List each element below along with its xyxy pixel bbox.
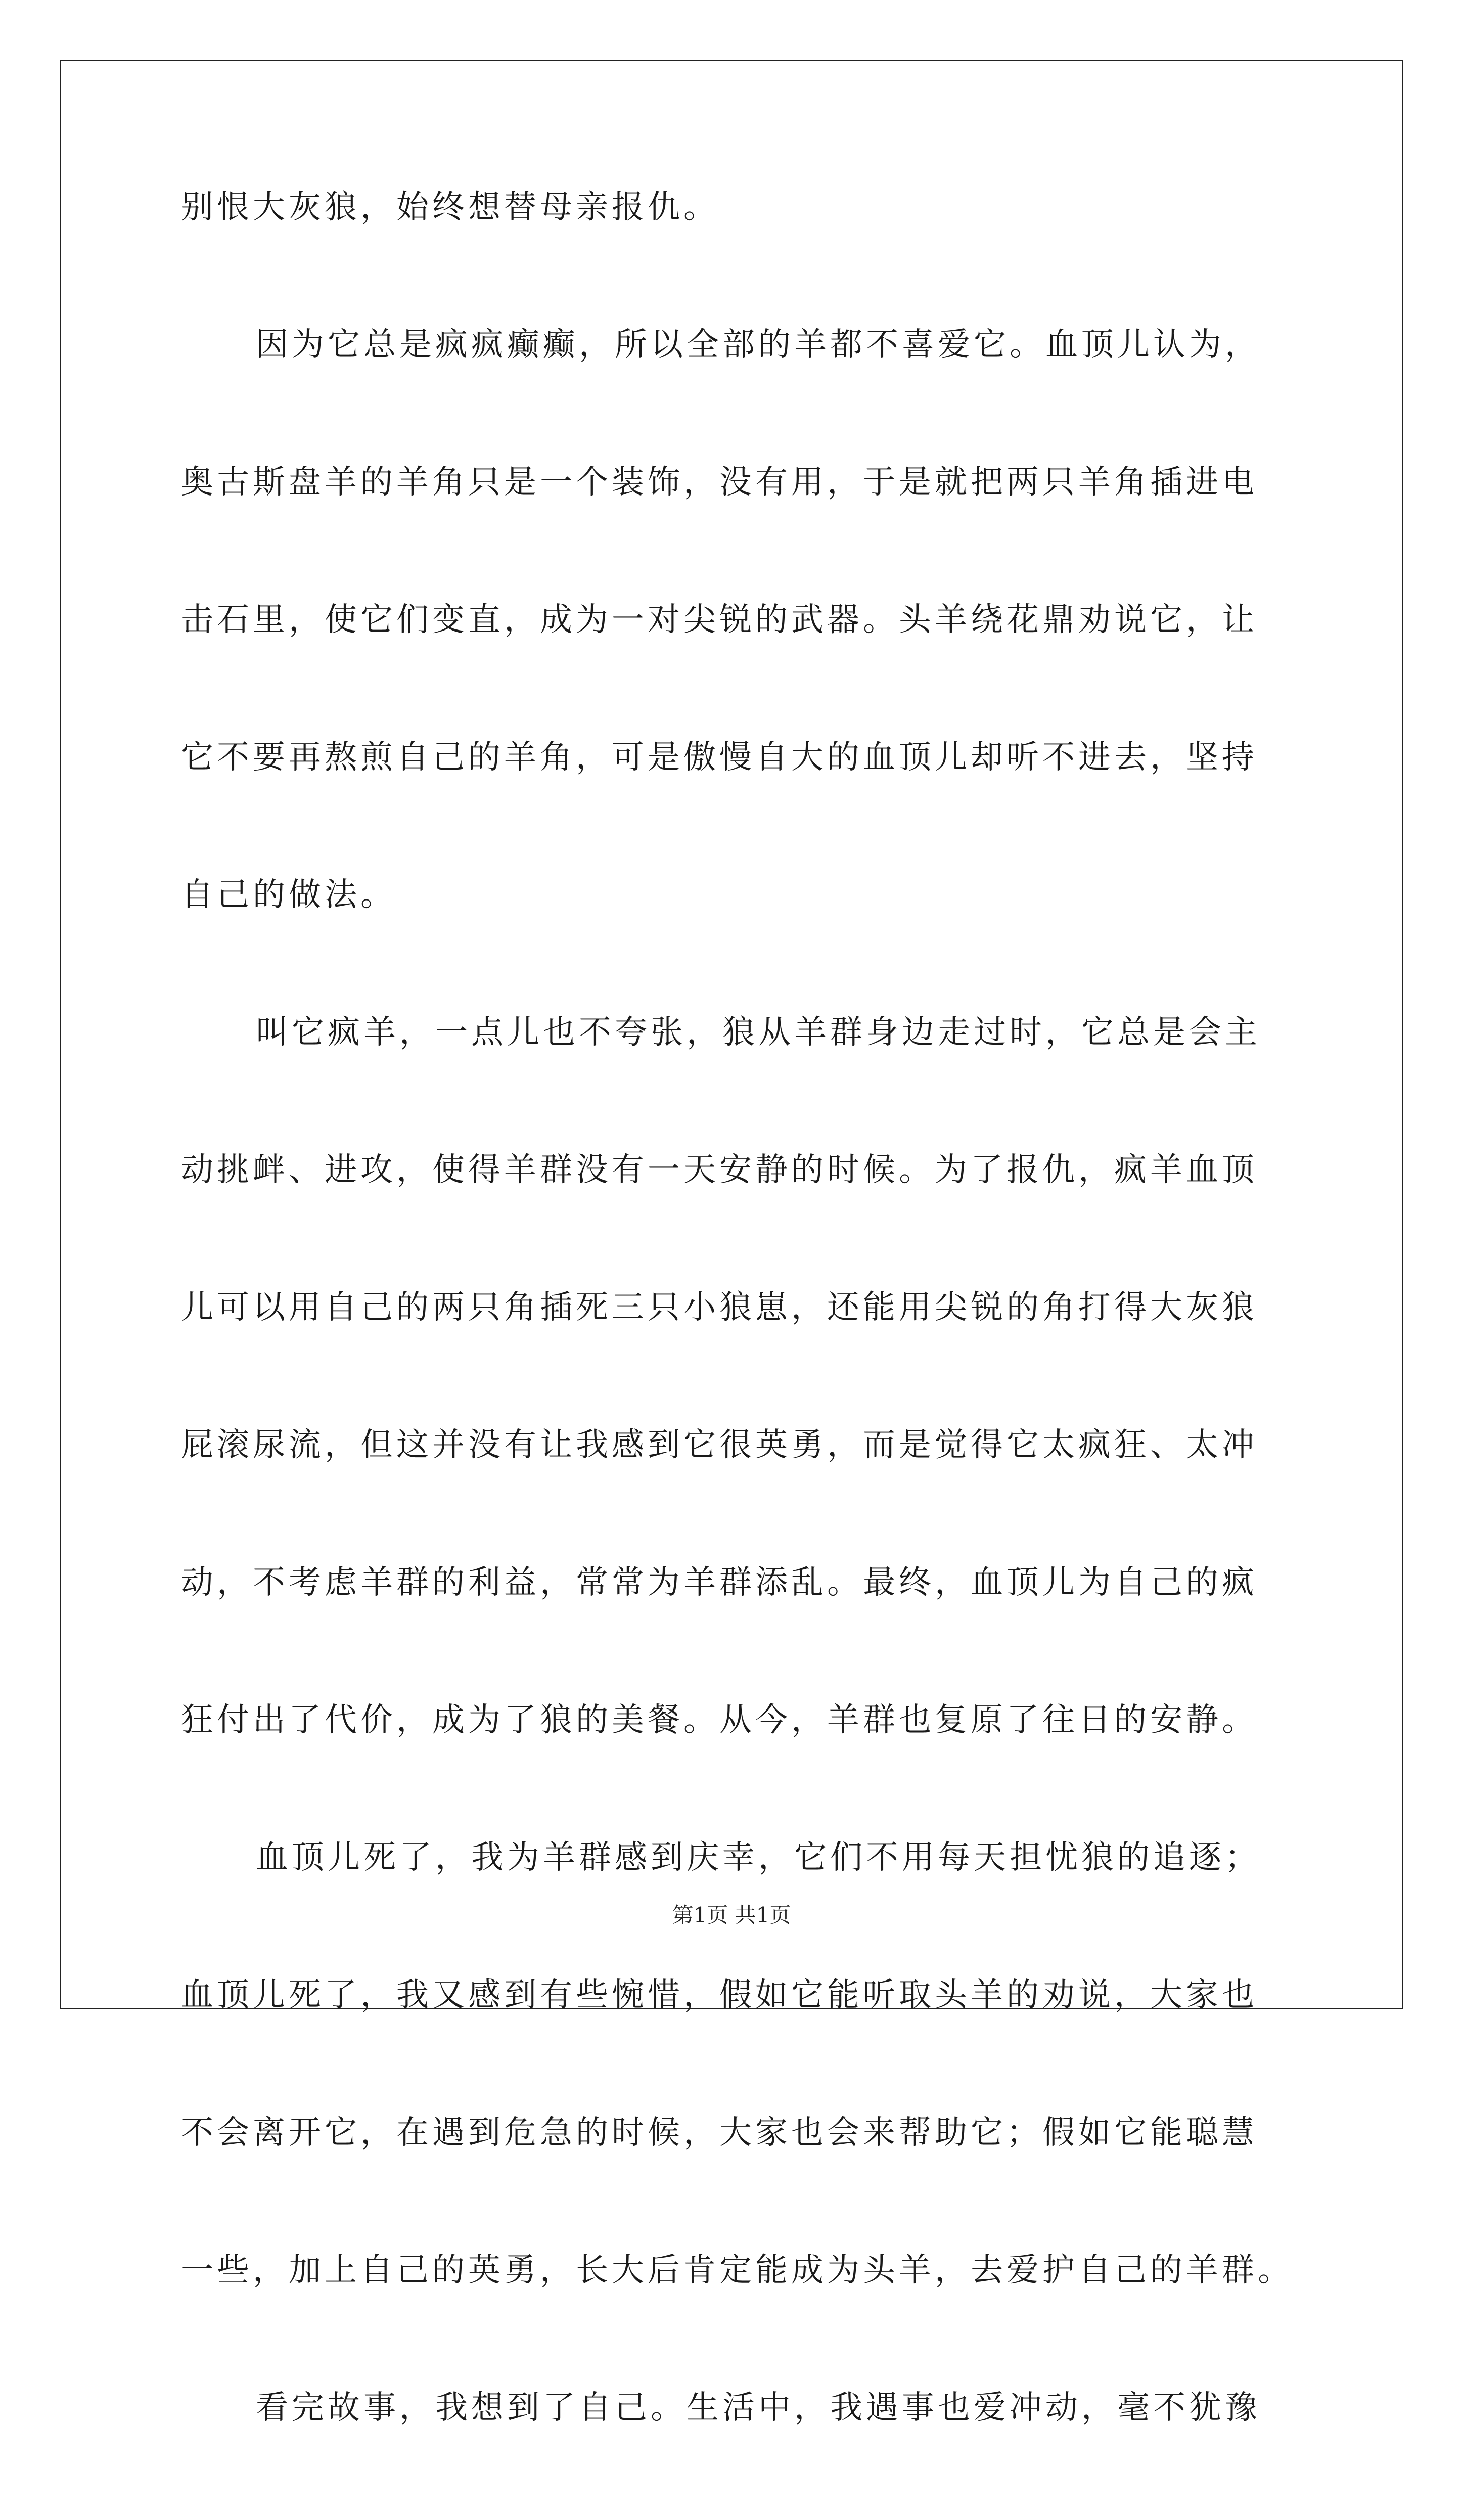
text-line: 它不要再熬煎自己的羊角，可是傲慢自大的血顶儿却听不进去，坚持 (181, 739, 1258, 776)
text-line: 一些，加上自己的英勇，长大后肯定能成为头羊，去爱护自己的羊群。 (181, 2252, 1294, 2289)
text-line: 血顶儿死了，我为羊群感到庆幸，它们不用每天担忧狼的追逐； (256, 1839, 1261, 1876)
text-line: 不会离开它，在遇到危急的时候，大家也会来帮助它；假如它能聪慧 (181, 2114, 1258, 2151)
text-line: 狂付出了代价，成为了狼的美餐。从今，羊群也复原了往日的安静。 (181, 1701, 1258, 1739)
text-line: 屁滚尿流，但这并没有让我感到它很英勇，而是觉得它太疯狂、太冲 (181, 1426, 1258, 1464)
text-line: 动，不考虑羊群的利益，常常为羊群添乱。最终，血顶儿为自己的疯 (181, 1564, 1258, 1601)
text-line: 看完故事，我想到了自己。生活中，我遇事也爱冲动，毫不犹豫 (256, 2389, 1261, 2426)
text-line: 血顶儿死了，我又感到有些惋惜，假如它能听取头羊的劝说，大家也 (181, 1976, 1258, 2014)
text-line: 自己的做法。 (181, 876, 396, 914)
text-line: 叫它疯羊，一点儿也不夸张，狼从羊群身边走过时，它总是会主 (256, 1014, 1261, 1051)
page-footer: 第1页 共1页 (672, 1903, 791, 1927)
text-line: 动挑衅、进攻，使得羊群没有一天安静的时候。为了报仇，疯羊血顶 (181, 1151, 1258, 1189)
text-line: 击石里，使它们变直，成为一对尖锐的武器。头羊绕花鼎劝说它，让 (181, 601, 1258, 639)
text-line: 别恨大灰狼，始终想替母亲报仇。 (181, 189, 719, 226)
text-line: 奥古斯盘羊的羊角只是一个装饰，没有用，于是就把两只羊角插进电 (181, 464, 1258, 501)
text-line: 儿可以用自己的两只角插死三只小狼崽，还能用尖锐的角打得大灰狼 (181, 1289, 1258, 1326)
text-line: 因为它总是疯疯癫癫，所以全部的羊都不喜爱它。血顶儿认为， (256, 326, 1261, 364)
document-body (181, 182, 1293, 2520)
